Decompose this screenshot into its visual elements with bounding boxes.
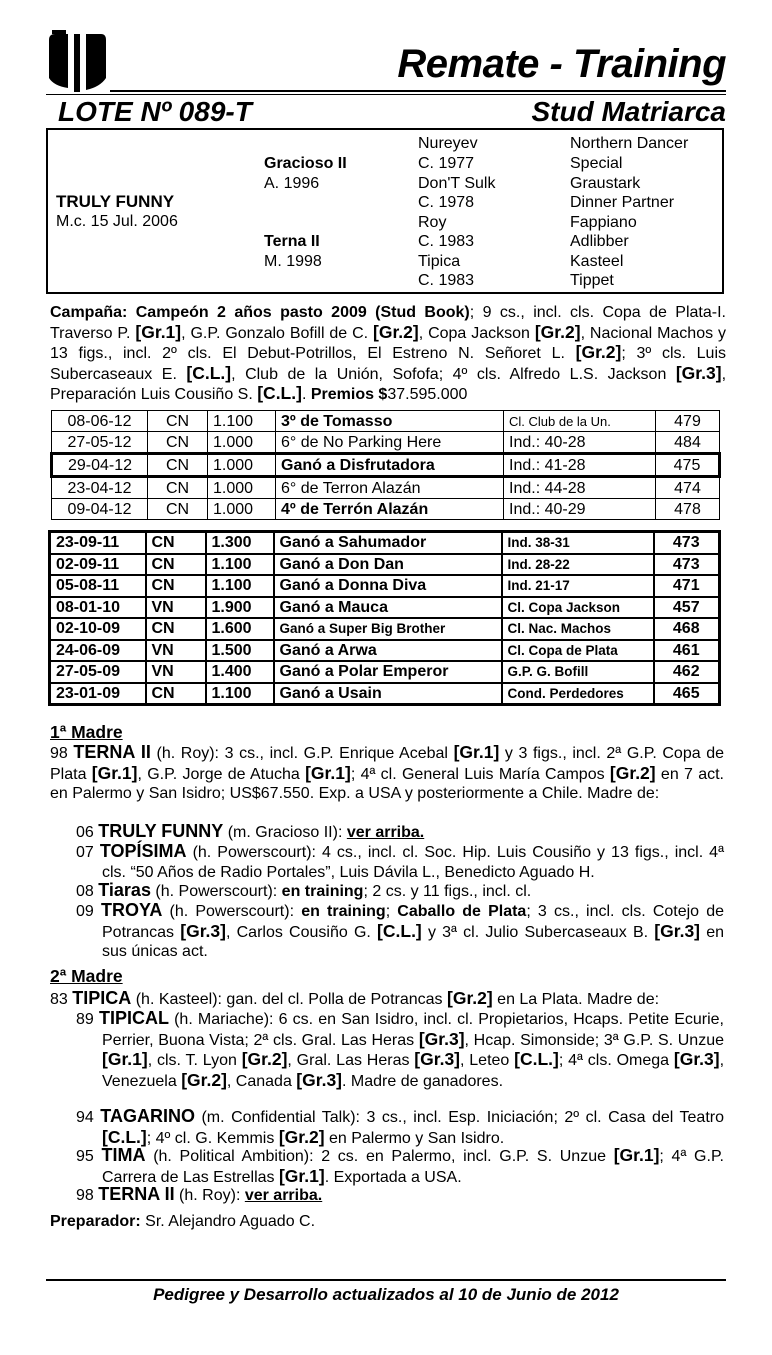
grade-badge: [Gr.2] bbox=[278, 1126, 325, 1147]
grandparent: Roy bbox=[418, 214, 447, 231]
race-weight: 484 bbox=[656, 432, 720, 454]
see-above-link[interactable]: ver arriba. bbox=[244, 1187, 323, 1204]
recent-races-table bbox=[50, 410, 721, 520]
grade-badge: [C.L.] bbox=[186, 362, 232, 383]
table-row bbox=[50, 597, 720, 619]
race-result: Ganó a Super Big Brother bbox=[274, 618, 502, 640]
race-result: 6° de No Parking Here bbox=[276, 432, 504, 454]
grade-badge: [Gr.3] bbox=[180, 920, 226, 941]
great-grandparent: Adlibber bbox=[570, 233, 629, 250]
great-grandparent: Dinner Partner bbox=[570, 194, 675, 211]
race-result: 6° de Terron Alazán bbox=[276, 477, 504, 499]
table-row bbox=[52, 499, 720, 520]
grade-badge: [C.L.] bbox=[257, 383, 302, 404]
race-date: 27-05-09 bbox=[50, 661, 146, 683]
grade-badge: [C.L.] bbox=[377, 920, 422, 941]
race-track: CN bbox=[148, 432, 208, 454]
race-distance: 1.400 bbox=[206, 661, 274, 683]
grade-badge: [Gr.1] bbox=[453, 742, 500, 762]
race-weight: 457 bbox=[654, 597, 720, 619]
race-track: CN bbox=[148, 411, 208, 432]
race-condition: Ind.: 40-29 bbox=[504, 499, 656, 520]
table-row bbox=[50, 575, 720, 597]
race-result: Ganó a Arwa bbox=[274, 640, 502, 662]
grade-badge: [Gr.3] bbox=[673, 1049, 720, 1070]
race-result: Ganó a Sahumador bbox=[274, 532, 502, 554]
great-grandparent: Kasteel bbox=[570, 253, 624, 270]
dam-name: Terna II bbox=[264, 233, 320, 250]
race-track: VN bbox=[146, 597, 206, 619]
race-weight: 461 bbox=[654, 640, 720, 662]
grade-badge: [Gr.2] bbox=[447, 988, 493, 1008]
race-condition: Ind.: 44-28 bbox=[504, 477, 656, 499]
race-distance: 1.000 bbox=[208, 432, 276, 454]
section-heading-second-dam: 2ª Madre bbox=[50, 966, 123, 986]
great-grandparent: Northern Dancer bbox=[570, 135, 689, 152]
offspring-name: TROYA bbox=[100, 900, 163, 920]
race-date: 23-09-11 bbox=[50, 532, 146, 554]
table-row bbox=[50, 640, 720, 662]
race-condition: Cl. Copa de Plata bbox=[502, 640, 654, 662]
campaign-summary: Campaña: Campeón 2 años pasto 2009 (Stud Book); 9 cs., incl. cls. Copa de Plata-I. Traverso P. [Gr.1], G.P. Gonzalo Bofill de C. [Gr.2], Copa Jackson [Gr.2], Nacional Machos y 13 figs., incl. 2º cls. El Debut-Potrillos, El Estreno N. Señoret L. [Gr.2]; 3º cls. Luis Subercaseaux E. [C.L.], Club de la Unión, Sofofa; 4º cls. Alfredo L.S. Jackson [Gr.3], Preparación Luis Cousiño S. [C.L.]. Premios $37.595.000 bbox=[50, 304, 727, 404]
table-row bbox=[52, 411, 720, 432]
race-distance: 1.100 bbox=[206, 554, 274, 576]
table-row bbox=[52, 454, 720, 477]
dam-info: M. 1998 bbox=[264, 253, 322, 270]
table-row bbox=[50, 532, 720, 554]
great-grandparent: Graustark bbox=[570, 175, 641, 192]
footer-rule bbox=[46, 1279, 726, 1281]
grade-badge: [Gr.3] bbox=[675, 362, 722, 383]
grade-badge: [Gr.2] bbox=[575, 342, 622, 363]
footer-note: Pedigree y Desarrollo actualizados al 10 de Junio de 2012 bbox=[153, 1285, 619, 1304]
race-date: 02-09-11 bbox=[50, 554, 146, 576]
campaign-title: Campaña: Campeón 2 años pasto 2009 (Stud Book) bbox=[50, 304, 470, 321]
race-result: Ganó a Mauca bbox=[274, 597, 502, 619]
race-distance: 1.600 bbox=[206, 618, 274, 640]
race-result: Ganó a Polar Emperor bbox=[274, 661, 502, 683]
race-weight: 473 bbox=[654, 554, 720, 576]
race-date: 08-01-10 bbox=[50, 597, 146, 619]
race-condition: Ind. 28-22 bbox=[502, 554, 654, 576]
offspring-entry: 07 TOPÍSIMA (h. Powerscourt): 4 cs., incl. cl. Soc. Hip. Luis Cousiño y 13 figs., incl. 4ª cls. “50 Años de Radio Portales”, Luis Dávila L., Benedicto Aguado H. bbox=[76, 841, 725, 881]
lot-number: LOTE Nº 089-T bbox=[58, 96, 252, 127]
race-distance: 1.100 bbox=[206, 575, 274, 597]
race-condition: Ind.: 41-28 bbox=[504, 454, 656, 477]
grade-badge: [Gr.3] bbox=[296, 1069, 343, 1090]
horse-name: TRULY FUNNY bbox=[56, 192, 175, 211]
table-row bbox=[50, 683, 720, 705]
great-grandparent: Tippet bbox=[570, 272, 614, 289]
race-result: Ganó a Disfrutadora bbox=[276, 454, 504, 477]
race-condition: Ind.: 40-28 bbox=[504, 432, 656, 454]
grade-badge: [Gr.1] bbox=[305, 762, 351, 783]
race-date: 29-04-12 bbox=[52, 454, 148, 477]
grandparent-info: C. 1983 bbox=[418, 233, 475, 250]
race-weight: 478 bbox=[656, 499, 720, 520]
race-condition: Ind. 21-17 bbox=[502, 575, 654, 597]
race-distance: 1.500 bbox=[206, 640, 274, 662]
race-weight: 475 bbox=[656, 454, 720, 477]
race-date: 23-04-12 bbox=[52, 477, 148, 499]
offspring-entry: 89 TIPICAL (h. Mariache): 6 cs. en San Isidro, incl. cl. Propietarios, Hcaps. Petite Ecurie, Perrier, Buona Vista; 2ª cls. Gral. Las Heras [Gr.3], Hcap. Simonside; 3ª G.P. S. Unzue [Gr.1], cls. T. Lyon [Gr.2], Gral. Las Heras [Gr.3], Leteo [C.L.]; 4ª cls. Omega [Gr.3], Venezuela [Gr.2], Canada [Gr.3]. Madre de ganadores. bbox=[76, 1008, 725, 1090]
trainer-label: Preparador: bbox=[50, 1213, 141, 1230]
offspring-entry: 06 TRULY FUNNY (m. Gracioso II): ver arriba. bbox=[76, 821, 425, 841]
race-track: CN bbox=[148, 477, 208, 499]
race-distance: 1.900 bbox=[206, 597, 274, 619]
race-track: CN bbox=[146, 618, 206, 640]
page-title: Remate - Training bbox=[397, 42, 726, 86]
prize-label: Premios $ bbox=[310, 386, 388, 404]
grandparent-info: C. 1983 bbox=[418, 272, 475, 289]
race-distance: 1.000 bbox=[208, 454, 276, 477]
race-date: 09-04-12 bbox=[52, 499, 148, 520]
offspring-name: TERNA II bbox=[98, 1184, 175, 1204]
race-date: 05-08-11 bbox=[50, 575, 146, 597]
race-weight: 471 bbox=[654, 575, 720, 597]
grade-badge: [Gr.3] bbox=[414, 1049, 461, 1070]
offspring-entry: 95 TIMA (h. Political Ambition): 2 cs. en Palermo, incl. G.P. S. Unzue [Gr.1]; 4ª G.P. Carrera de Las Estrellas [Gr.1]. Exportada a USA. bbox=[76, 1145, 725, 1186]
see-above-link[interactable]: ver arriba. bbox=[346, 824, 425, 841]
race-result: Ganó a Don Dan bbox=[274, 554, 502, 576]
race-condition: Cl. Club de la Un. bbox=[504, 411, 656, 432]
grandparent-info: C. 1978 bbox=[418, 194, 475, 211]
grade-badge: [Gr.2] bbox=[534, 321, 581, 342]
race-distance: 1.100 bbox=[206, 683, 274, 705]
grade-badge: [Gr.2] bbox=[373, 321, 419, 342]
race-weight: 474 bbox=[656, 477, 720, 499]
grade-badge: [C.L.] bbox=[102, 1126, 147, 1147]
dam-name: TERNA II bbox=[73, 742, 151, 762]
race-date: 27-05-12 bbox=[52, 432, 148, 454]
offspring-name: TRULY FUNNY bbox=[98, 821, 224, 841]
logo-icon bbox=[46, 30, 108, 94]
grandparent-info: C. 1977 bbox=[418, 155, 475, 172]
grandparent: Don'T Sulk bbox=[418, 175, 496, 192]
race-condition: Cl. Nac. Machos bbox=[502, 618, 654, 640]
offspring-name: TOPÍSIMA bbox=[99, 841, 187, 861]
stud-name: Stud Matriarca bbox=[531, 96, 726, 127]
grade-badge: [Gr.1] bbox=[102, 1049, 148, 1070]
race-date: 02-10-09 bbox=[50, 618, 146, 640]
race-condition: Cond. Perdedores bbox=[502, 683, 654, 705]
race-track: CN bbox=[146, 532, 206, 554]
race-weight: 473 bbox=[654, 532, 720, 554]
race-date: 23-01-09 bbox=[50, 683, 146, 705]
grade-badge: [Gr.2] bbox=[241, 1049, 288, 1070]
great-grandparent: Fappiano bbox=[570, 214, 637, 231]
table-row bbox=[52, 432, 720, 454]
race-weight: 462 bbox=[654, 661, 720, 683]
grade-badge: [Gr.1] bbox=[91, 762, 138, 783]
race-result: Ganó a Donna Diva bbox=[274, 575, 502, 597]
race-condition: Cl. Copa Jackson bbox=[502, 597, 654, 619]
trainer-line bbox=[50, 1213, 315, 1231]
header-rule bbox=[110, 90, 726, 92]
sire-info: A. 1996 bbox=[264, 175, 320, 192]
dam-entry: 83 TIPICA (h. Kasteel): gan. del cl. Polla de Potrancas [Gr.2] en La Plata. Madre de: bbox=[50, 988, 660, 1008]
offspring-entry: 08 Tiaras (h. Powerscourt): en training; 2 cs. y 11 figs., incl. cl. bbox=[76, 880, 532, 900]
race-distance: 1.000 bbox=[208, 477, 276, 499]
grade-badge: [Gr.1] bbox=[613, 1145, 660, 1165]
race-condition: Ind. 38-31 bbox=[502, 532, 654, 554]
race-track: CN bbox=[146, 575, 206, 597]
offspring-entry: 94 TAGARINO (m. Confidential Talk): 3 cs., incl. Esp. Iniciación; 2º cl. Casa del Teatro [C.L.]; 4º cl. G. Kemmis [Gr.2] en Palermo y San Isidro. bbox=[76, 1106, 724, 1147]
race-track: VN bbox=[146, 640, 206, 662]
grade-badge: [Gr.2] bbox=[609, 762, 656, 783]
race-date: 24-06-09 bbox=[50, 640, 146, 662]
dam-name: TIPICA bbox=[72, 988, 132, 1008]
dam-entry: 98 TERNA II (h. Roy): 3 cs., incl. G.P. Enrique Acebal [Gr.1] y 3 figs., incl. 2ª G.P. Copa de Plata [Gr.1], G.P. Jorge de Atucha [Gr.1]; 4ª cl. General Luis María Campos [Gr.2] en 7 act. en Palermo y San Isidro; US$67.550. Exp. a USA y posteriormente a Chile. Madre de: bbox=[50, 742, 725, 803]
race-result: 3º de Tomasso bbox=[276, 411, 504, 432]
great-grandparent: Special bbox=[570, 155, 623, 172]
race-distance: 1.100 bbox=[208, 411, 276, 432]
offspring-entry: 09 TROYA (h. Powerscourt): en training; Caballo de Plata; 3 cs., incl. cls. Cotejo de Potrancas [Gr.3], Carlos Cousiño G. [C.L.] y 3ª cl. Julio Subercaseaux B. [Gr.3] en sus únicas act. bbox=[76, 900, 725, 961]
race-track: CN bbox=[148, 499, 208, 520]
sire-name: Gracioso II bbox=[264, 155, 347, 172]
grade-badge: [C.L.] bbox=[514, 1049, 559, 1070]
horse-info: M.c. 15 Jul. 2006 bbox=[56, 213, 178, 230]
offspring-name: TIPICAL bbox=[98, 1008, 169, 1028]
offspring-name: TAGARINO bbox=[100, 1106, 195, 1126]
race-date: 08-06-12 bbox=[52, 411, 148, 432]
table-row bbox=[52, 477, 720, 499]
grandparent: Tipica bbox=[418, 253, 461, 270]
grade-badge: [Gr.3] bbox=[654, 920, 701, 941]
race-weight: 465 bbox=[654, 683, 720, 705]
grade-badge: [Gr.3] bbox=[418, 1028, 465, 1049]
table-row bbox=[50, 618, 720, 640]
header-rule-thin bbox=[46, 94, 726, 95]
offspring-name: TIMA bbox=[101, 1145, 146, 1165]
table-row bbox=[50, 554, 720, 576]
table-row bbox=[50, 661, 720, 683]
race-condition: G.P. G. Bofill bbox=[502, 661, 654, 683]
grade-badge: [Gr.1] bbox=[135, 321, 182, 342]
wins-table bbox=[48, 530, 721, 706]
pedigree-box bbox=[46, 128, 724, 294]
grade-badge: [Gr.2] bbox=[181, 1069, 227, 1090]
grade-badge: [Gr.1] bbox=[278, 1165, 325, 1186]
offspring-name: Tiaras bbox=[98, 880, 151, 900]
race-track: VN bbox=[146, 661, 206, 683]
race-weight: 479 bbox=[656, 411, 720, 432]
section-heading-first-dam: 1ª Madre bbox=[50, 722, 123, 742]
grandparent: Nureyev bbox=[418, 135, 478, 152]
race-distance: 1.300 bbox=[206, 532, 274, 554]
prize-amount: 37.595.000 bbox=[387, 386, 468, 404]
race-track: CN bbox=[146, 683, 206, 705]
offspring-entry: 98 TERNA II (h. Roy): ver arriba. bbox=[76, 1184, 323, 1204]
race-result: 4º de Terrón Alazán bbox=[276, 499, 504, 520]
trainer-name: Sr. Alejandro Aguado C. bbox=[140, 1213, 316, 1230]
race-weight: 468 bbox=[654, 618, 720, 640]
race-result: Ganó a Usain bbox=[274, 683, 502, 705]
race-track: CN bbox=[148, 454, 208, 477]
race-distance: 1.000 bbox=[208, 499, 276, 520]
race-track: CN bbox=[146, 554, 206, 576]
